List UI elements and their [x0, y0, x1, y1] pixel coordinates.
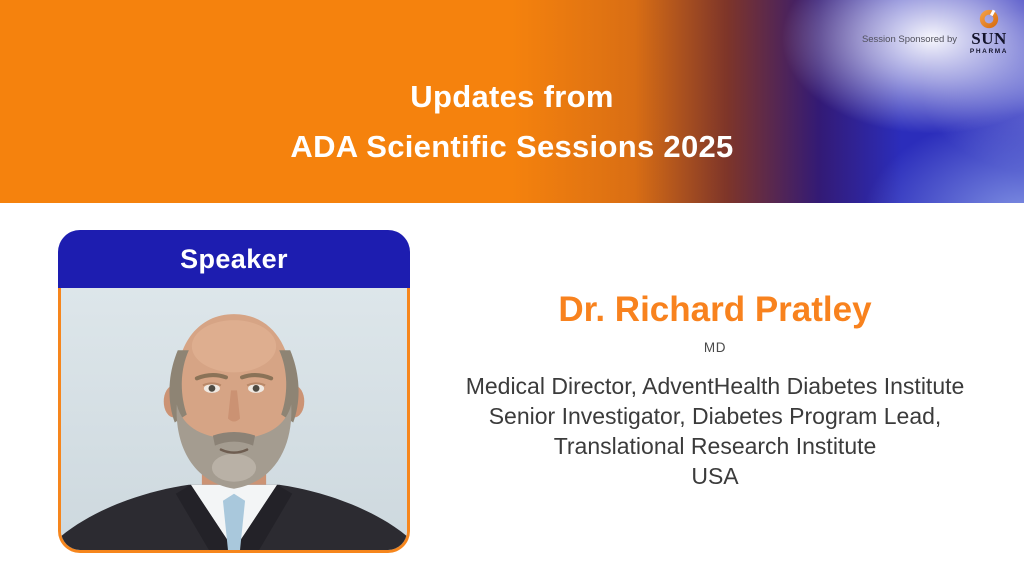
speaker-card	[58, 230, 410, 553]
title-line-2: ADA Scientific Sessions 2025	[290, 129, 734, 164]
sun-swirl-icon	[978, 8, 1000, 30]
page-title	[0, 72, 1024, 172]
affiliation-line: USA	[691, 463, 739, 489]
sponsor-text: Session Sponsored by	[861, 34, 957, 45]
speaker-card-header	[58, 230, 410, 288]
speaker-name: Dr. Richard Pratley	[558, 290, 872, 329]
speaker-portrait	[61, 288, 407, 550]
speaker-card-header-label: Speaker	[180, 243, 288, 274]
sponsor-block	[862, 8, 1014, 55]
title-line-1: Updates from	[410, 79, 614, 114]
speaker-photo	[58, 288, 410, 553]
sponsor-name-label: SUN	[971, 29, 1007, 48]
speaker-info	[415, 290, 1015, 491]
affiliation-line: Senior Investigator, Diabetes Program Lead,	[488, 403, 942, 429]
affiliation-line: Translational Research Institute	[553, 433, 877, 459]
affiliation-line: Medical Director, AdventHealth Diabetes Institute	[465, 373, 965, 399]
speaker-degree: MD	[703, 340, 727, 355]
speaker-affiliation	[415, 371, 1015, 491]
sun-pharma-logo	[964, 8, 1014, 55]
sponsor-subname-label: PHARMA	[969, 48, 1009, 55]
header-banner	[0, 0, 1024, 203]
